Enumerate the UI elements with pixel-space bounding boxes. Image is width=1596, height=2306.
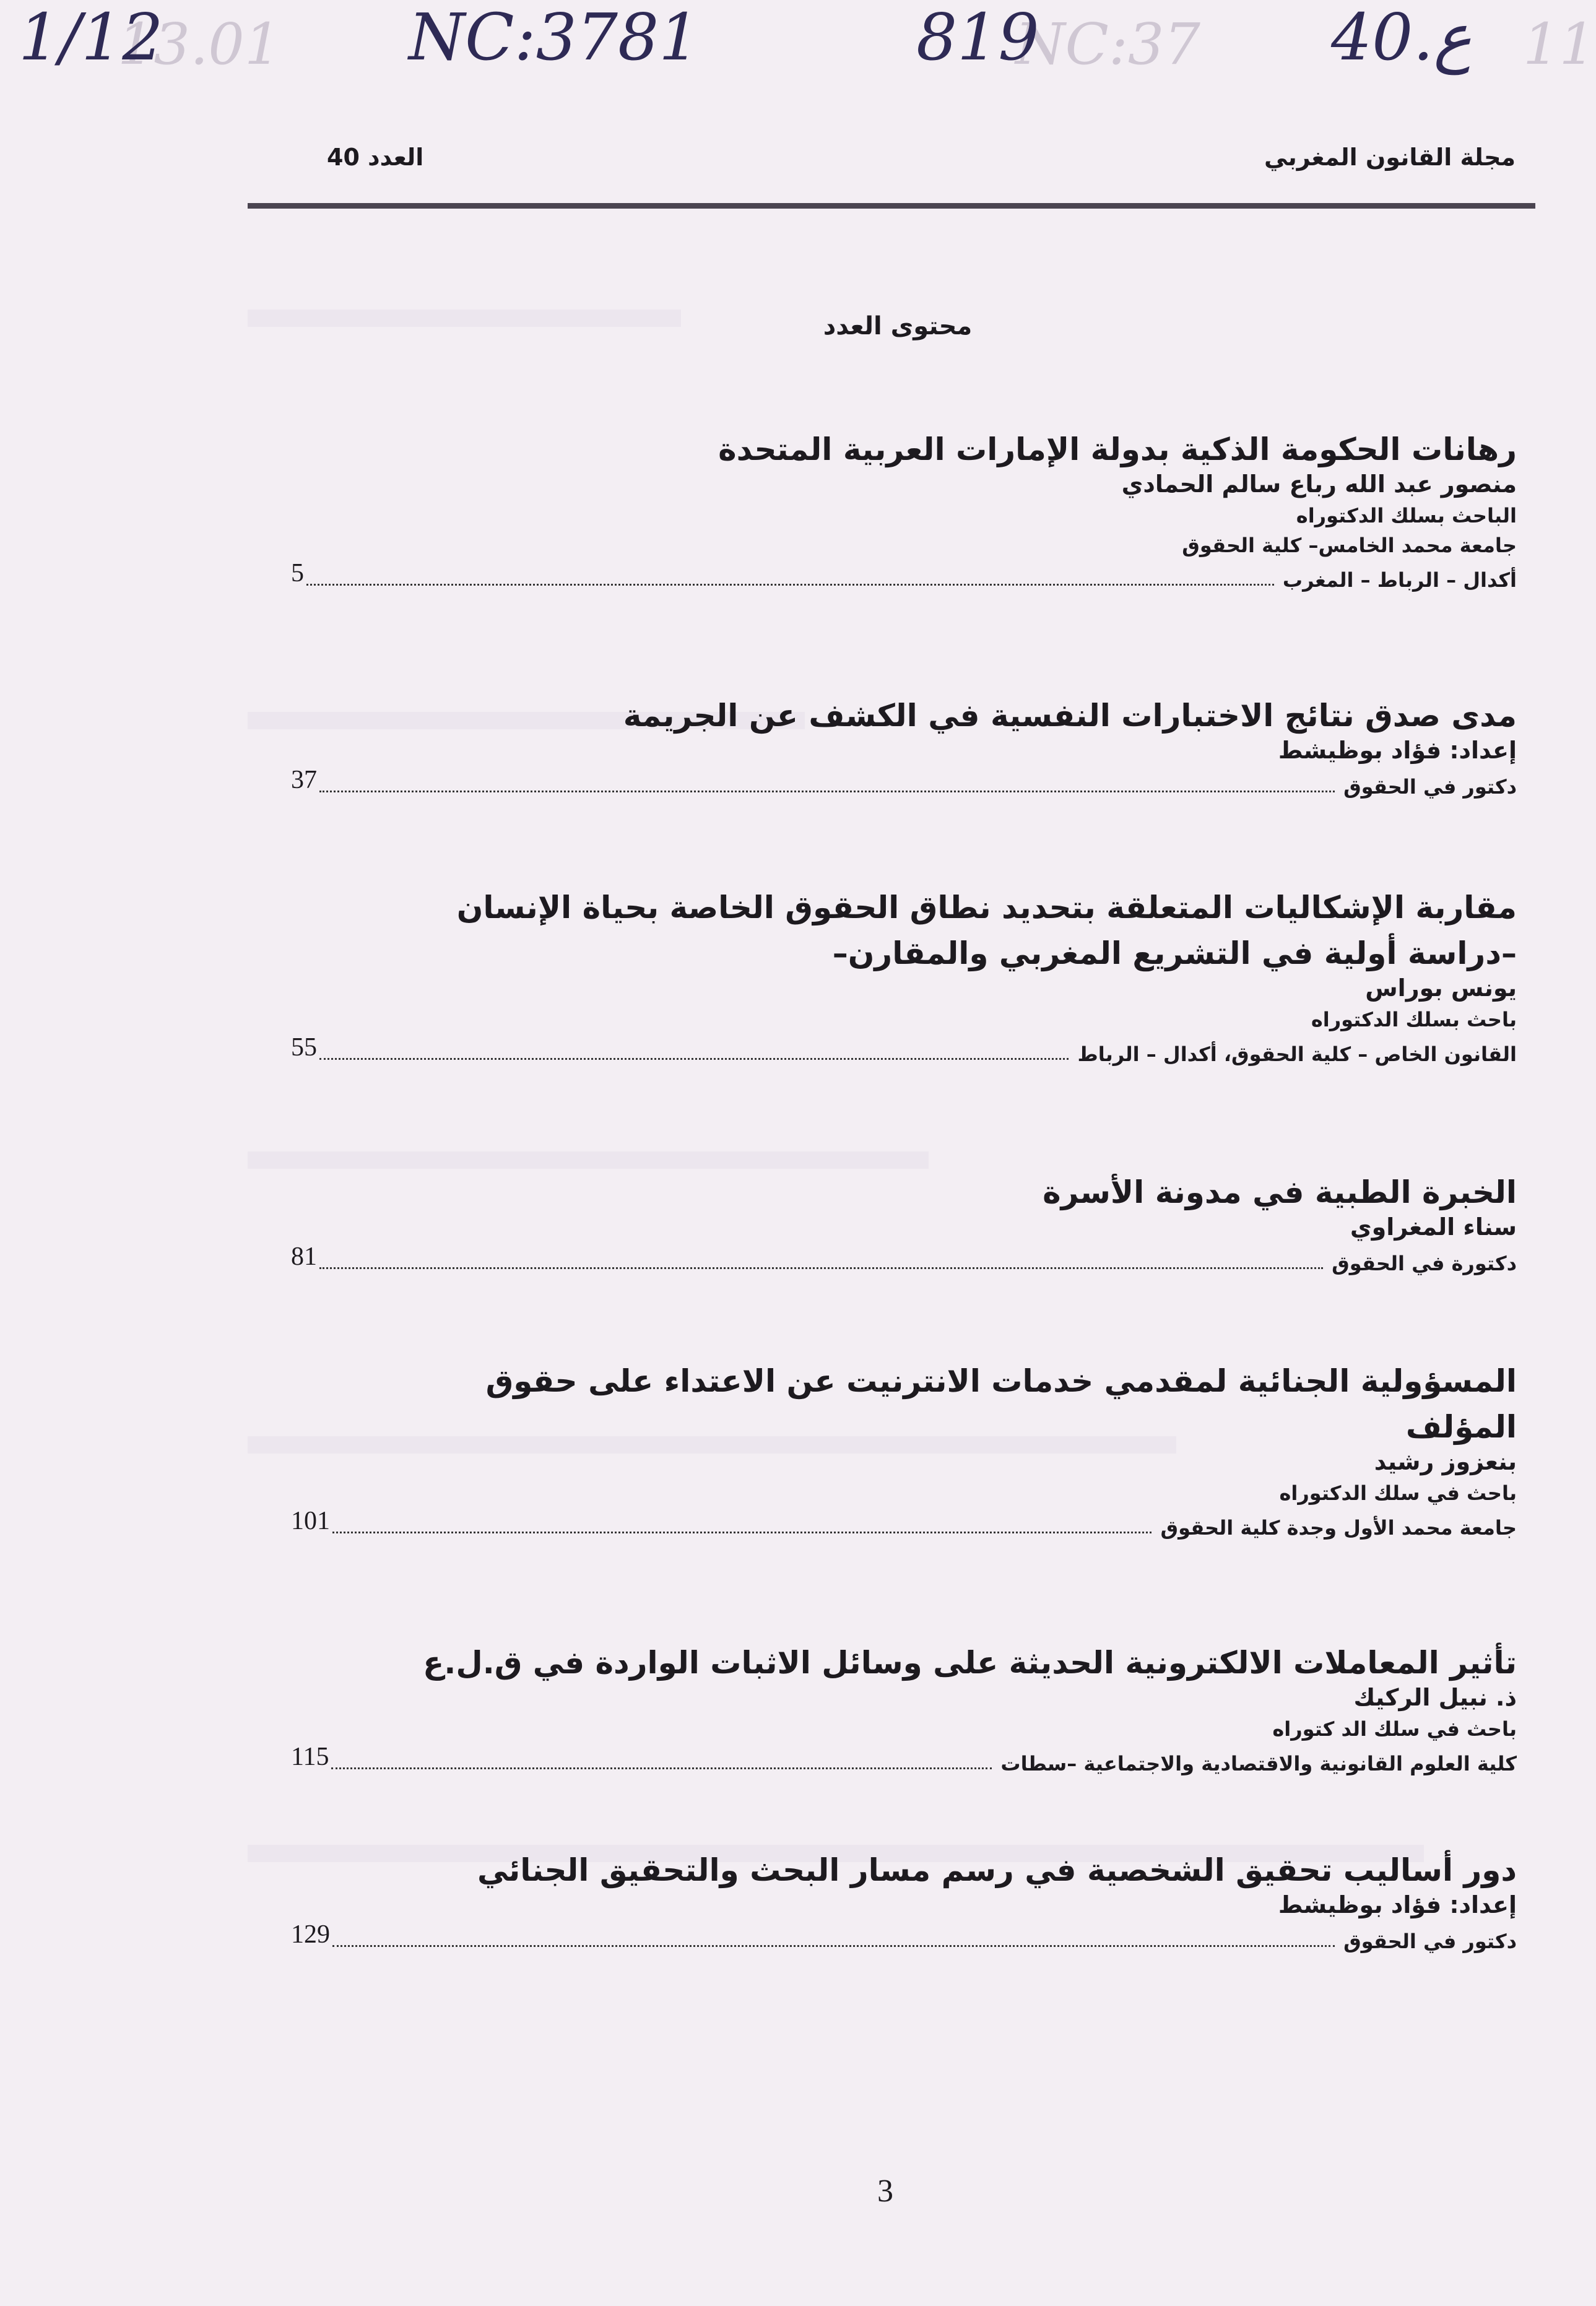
entry-author: إعداد: فؤاد بوظيشط: [1278, 1891, 1517, 1918]
entry-author: يونس بوراس: [1365, 974, 1517, 1002]
section-title: محتوى العدد: [823, 312, 973, 340]
entry-page-line-text: كلية العلوم القانونية والاقتصادية والاجتماعية –سطات: [1000, 1752, 1517, 1775]
entry-page-line: [272, 1035, 1517, 1066]
journal-header: [248, 144, 1516, 187]
entry-page-line-text: دكتور في الحقوق: [1343, 1930, 1517, 1953]
entry-title[interactable]: المؤلف: [1405, 1409, 1517, 1445]
entry-author: منصور عبد الله رباع سالم الحمادي: [1121, 470, 1517, 498]
handwritten-nc-ref: NC:3781: [409, 0, 700, 75]
entry-page-line-text: جامعة محمد الأول وجدة كلية الحقوق: [1160, 1516, 1517, 1540]
entry-affiliation: باحث في سلك الد كتوراه: [1272, 1717, 1517, 1741]
entry-title[interactable]: الخبرة الطبية في مدونة الأسرة: [1043, 1174, 1517, 1210]
entry-page-number[interactable]: 55: [291, 1033, 317, 1062]
dot-leader: [332, 1532, 1151, 1533]
entry-affiliation: باحث بسلك الدكتوراه: [1311, 1008, 1517, 1031]
entry-page-line-text: دكتورة في الحقوق: [1332, 1252, 1517, 1275]
dot-leader: [332, 1945, 1335, 1947]
entry-title[interactable]: تأثير المعاملات الالكترونية الحديثة على وسائل الاثبات الواردة في ق.ل.ع: [423, 1645, 1517, 1681]
page-number: 3: [877, 2174, 893, 2209]
entry-page-line: [272, 768, 1517, 799]
entry-page-line: [272, 1244, 1517, 1275]
entry-title[interactable]: مقاربة الإشكاليات المتعلقة بتحديد نطاق الحقوق الخاصة بحياة الإنسان: [456, 890, 1517, 925]
entry-author: سناء المغراوي: [1350, 1213, 1517, 1241]
header-divider: [248, 203, 1535, 209]
entry-page-line: [272, 561, 1517, 592]
handwritten-number: 819: [916, 0, 1039, 75]
handwritten-issue-mark: 40.ع: [1331, 0, 1472, 75]
entry-page-line: [272, 1745, 1517, 1775]
entry-page-number[interactable]: 129: [291, 1920, 330, 1949]
entry-page-line-text: القانون الخاص – كلية الحقوق، أكدال – الرباط: [1077, 1042, 1517, 1066]
entry-affiliation: جامعة محمد الخامس– كلية الحقوق: [1182, 534, 1517, 557]
entry-title[interactable]: –دراسة أولية في التشريع المغربي والمقارن–: [832, 935, 1517, 971]
entry-title[interactable]: رهانات الحكومة الذكية بدولة الإمارات العربية المتحدة: [718, 431, 1517, 467]
dot-leader: [319, 1058, 1069, 1060]
entry-title[interactable]: دور أساليب تحقيق الشخصية في رسم مسار البحث والتحقيق الجنائي: [477, 1852, 1517, 1888]
dot-leader: [319, 1267, 1323, 1269]
entry-page-line-text: دكتور في الحقوق: [1343, 775, 1517, 799]
dot-leader: [331, 1767, 992, 1769]
entry-affiliation: الباحث بسلك الدكتوراه: [1296, 504, 1517, 527]
handwritten-ghost-right: 11: [1523, 11, 1596, 77]
entry-page-line: [272, 1922, 1517, 1953]
entry-affiliation: باحث في سلك الدكتوراه: [1279, 1481, 1517, 1505]
entry-title[interactable]: مدى صدق نتائج الاختبارات النفسية في الكشف عن الجريمة: [623, 698, 1517, 734]
entry-page-number[interactable]: 115: [291, 1743, 329, 1771]
entry-page-number[interactable]: 5: [291, 559, 304, 587]
handwritten-ghost-ref: 13.01: [118, 11, 281, 77]
dot-leader: [306, 584, 1274, 586]
entry-page-line-text: أكدال – الرباط – المغرب: [1282, 568, 1517, 592]
entry-author: ذ. نبيل الركيك: [1353, 1684, 1517, 1711]
dot-leader: [319, 791, 1335, 792]
issue-number: العدد 40: [327, 144, 424, 171]
entry-author: بنعزوز رشيد: [1374, 1448, 1517, 1475]
entry-author: إعداد: فؤاد بوظيشط: [1278, 737, 1517, 764]
entry-page-number[interactable]: 81: [291, 1242, 317, 1271]
entry-page-number[interactable]: 101: [291, 1507, 330, 1535]
entry-page-line: [272, 1509, 1517, 1540]
bleed-through-mark: [248, 1151, 929, 1169]
entry-page-number[interactable]: 37: [291, 766, 317, 794]
entry-title[interactable]: المسؤولية الجنائية لمقدمي خدمات الانترنيت عن الاعتداء على حقوق: [485, 1363, 1517, 1399]
handwritten-ghost-nc: NC:37: [1015, 11, 1200, 77]
bleed-through-mark: [248, 310, 681, 327]
journal-name: مجلة القانون المغربي: [1264, 144, 1516, 171]
handwritten-left-ref: 1/12: [19, 0, 163, 75]
